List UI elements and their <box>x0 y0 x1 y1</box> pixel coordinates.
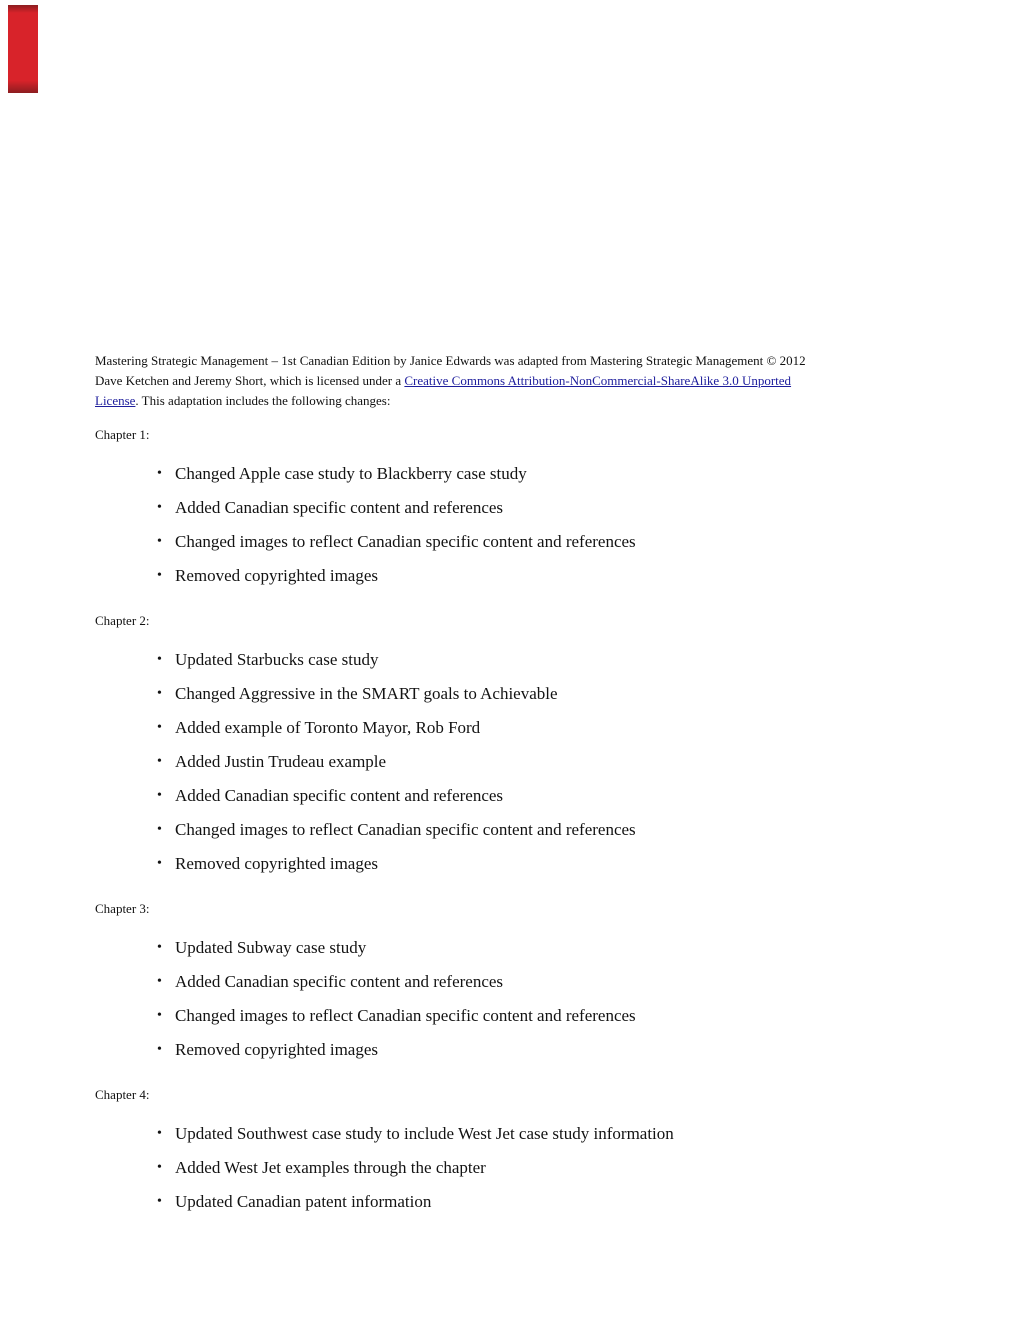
list-item: • Updated Southwest case study to include West Jet case study information <box>175 1123 955 1145</box>
chapter-section <box>95 1085 955 1213</box>
chapter-change-list <box>95 463 955 587</box>
list-item: • Changed Apple case study to Blackberry case study <box>175 463 955 485</box>
list-item: • Removed copyrighted images <box>175 853 955 875</box>
chapter-change-list <box>95 1123 955 1213</box>
list-item: • Added West Jet examples through the chapter <box>175 1157 955 1179</box>
list-item: • Updated Canadian patent information <box>175 1191 955 1213</box>
adaptation-statement-line3: . This adaptation includes the following changes: <box>135 393 391 408</box>
chapter-section <box>95 611 955 875</box>
list-item: • Added Canadian specific content and references <box>175 497 955 519</box>
list-item: • Added Canadian specific content and references <box>175 785 955 807</box>
chapter-heading: Chapter 1: <box>95 427 150 442</box>
list-item: • Changed images to reflect Canadian specific content and references <box>175 819 955 841</box>
chapter-heading: Chapter 3: <box>95 901 150 916</box>
chapter-heading: Chapter 4: <box>95 1087 150 1102</box>
list-item: • Removed copyrighted images <box>175 565 955 587</box>
adaptation-statement <box>95 351 955 411</box>
list-item: • Updated Starbucks case study <box>175 649 955 671</box>
cc-license-link-continued[interactable]: License <box>95 393 136 408</box>
chapter-change-list <box>95 937 955 1061</box>
chapters <box>95 425 955 1213</box>
red-marker <box>8 5 38 93</box>
list-item: • Changed images to reflect Canadian specific content and references <box>175 1005 955 1027</box>
chapter-change-list <box>95 649 955 875</box>
adaptation-statement-line1: Mastering Strategic Management – 1st Canadian Edition by Janice Edwards was adapted from Mastering Strategic Management © 2012 <box>95 353 806 368</box>
adaptation-statement-line2: Dave Ketchen and Jeremy Short, which is licensed under a <box>95 373 405 388</box>
list-item: • Changed images to reflect Canadian specific content and references <box>175 531 955 553</box>
list-item: • Added example of Toronto Mayor, Rob Ford <box>175 717 955 739</box>
chapter-section <box>95 425 955 587</box>
list-item: • Updated Subway case study <box>175 937 955 959</box>
chapter-heading: Chapter 2: <box>95 613 150 628</box>
list-item: • Changed Aggressive in the SMART goals to Achievable <box>175 683 955 705</box>
list-item: • Added Justin Trudeau example <box>175 751 955 773</box>
chapter-section <box>95 899 955 1061</box>
list-item: • Removed copyrighted images <box>175 1039 955 1061</box>
cc-license-link[interactable]: Creative Commons Attribution-NonCommercial-ShareAlike 3.0 Unported <box>404 373 792 388</box>
list-item: • Added Canadian specific content and references <box>175 971 955 993</box>
page-content <box>95 351 955 1237</box>
